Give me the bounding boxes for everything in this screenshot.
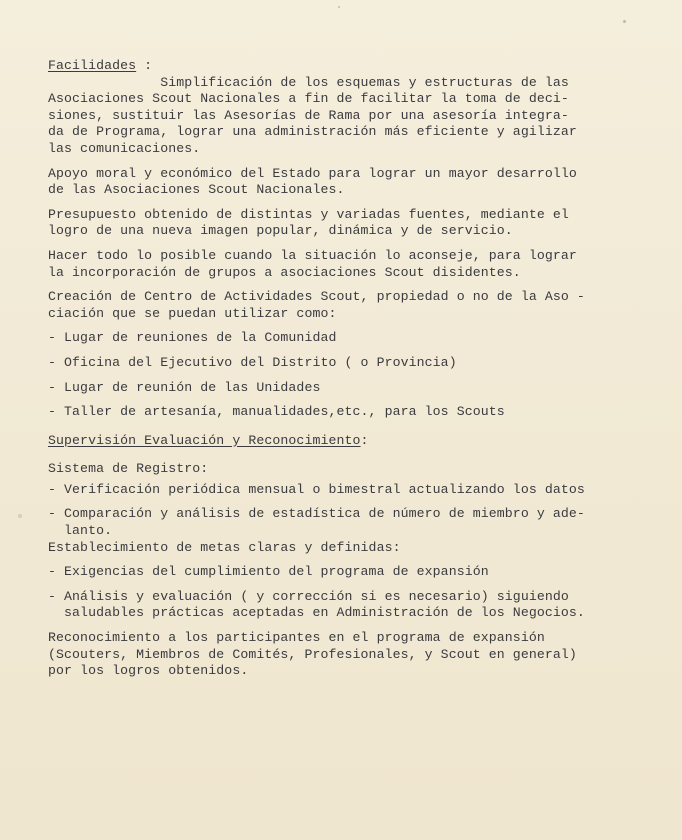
heading-colon: : — [136, 58, 153, 73]
paper-speck — [623, 20, 626, 23]
list-item-continuation: lanto. — [48, 523, 113, 539]
text-line: Reconocimiento a los participantes en el programa de expansión — [48, 630, 545, 646]
list-item: - Taller de artesanía, manualidades,etc., para los Scouts — [48, 404, 505, 420]
list-item: - Exigencias del cumplimiento del programa de expansión — [48, 564, 489, 580]
facilidades-heading-line — [48, 58, 648, 75]
paragraph-reconocimiento — [48, 630, 648, 680]
metas-label: Establecimiento de metas claras y definidas: — [48, 539, 401, 555]
paragraph-apoyo — [48, 166, 648, 199]
paper-speck — [338, 6, 340, 8]
text-line: Creación de Centro de Actividades Scout, propiedad o no de la Aso - — [48, 289, 585, 305]
text-line: Simplificación de los esquemas y estructuras de las — [48, 74, 569, 90]
list-item-continuation: saludables prácticas aceptadas en Administración de los Negocios. — [48, 605, 585, 621]
text-line: da de Programa, lograr una administración más eficiente y agilizar — [48, 124, 577, 140]
text-line: siones, sustituir las Asesorías de Rama por una asesoría integra- — [48, 107, 569, 123]
list-item: - Análisis y evaluación ( y corrección si es necesario) siguiendo — [48, 588, 569, 604]
list-item: - Lugar de reuniones de la Comunidad — [48, 330, 337, 346]
text-line: logro de una nueva imagen popular, dinámica y de servicio. — [48, 223, 513, 239]
registro-list — [48, 482, 648, 540]
document-body — [48, 58, 648, 680]
supervision-heading: Supervisión Evaluación y Reconocimiento — [48, 432, 361, 448]
text-line: Hacer todo lo posible cuando la situación lo aconseje, para lograr — [48, 247, 577, 263]
metas-list — [48, 564, 648, 622]
text-line: (Scouters, Miembros de Comités, Profesionales, y Scout en general) — [48, 646, 577, 662]
list-item: - Verificación periódica mensual o bimestral actualizando los datos — [48, 481, 585, 497]
paper-speck — [18, 514, 22, 518]
text-line: ciación que se puedan utilizar como: — [48, 305, 337, 321]
text-line: Apoyo moral y económico del Estado para lograr un mayor desarrollo — [48, 165, 577, 181]
list-item: - Lugar de reunión de las Unidades — [48, 379, 321, 395]
list-item: - Comparación y análisis de estadística de número de miembro y ade- — [48, 506, 585, 522]
list-item: - Oficina del Ejecutivo del Distrito ( o Provincia) — [48, 354, 457, 370]
text-line: de las Asociaciones Scout Nacionales. — [48, 182, 345, 198]
text-line: Presupuesto obtenido de distintas y variadas fuentes, mediante el — [48, 206, 569, 222]
paragraph-simplificacion — [48, 75, 648, 158]
heading-colon: : — [360, 432, 369, 448]
paragraph-creacion — [48, 289, 648, 322]
centro-uses-list — [48, 330, 648, 420]
text-line: las comunicaciones. — [48, 140, 201, 156]
registro-label: Sistema de Registro: — [48, 461, 209, 477]
supervision-heading-line — [48, 433, 648, 450]
text-line: la incorporación de grupos a asociaciones Scout disidentes. — [48, 264, 521, 280]
text-line: Asociaciones Scout Nacionales a fin de facilitar la toma de deci- — [48, 91, 569, 107]
text-line: por los logros obtenidos. — [48, 663, 249, 679]
facilidades-heading: Facilidades — [48, 58, 137, 73]
paragraph-presupuesto — [48, 207, 648, 240]
paragraph-hacer — [48, 248, 648, 281]
